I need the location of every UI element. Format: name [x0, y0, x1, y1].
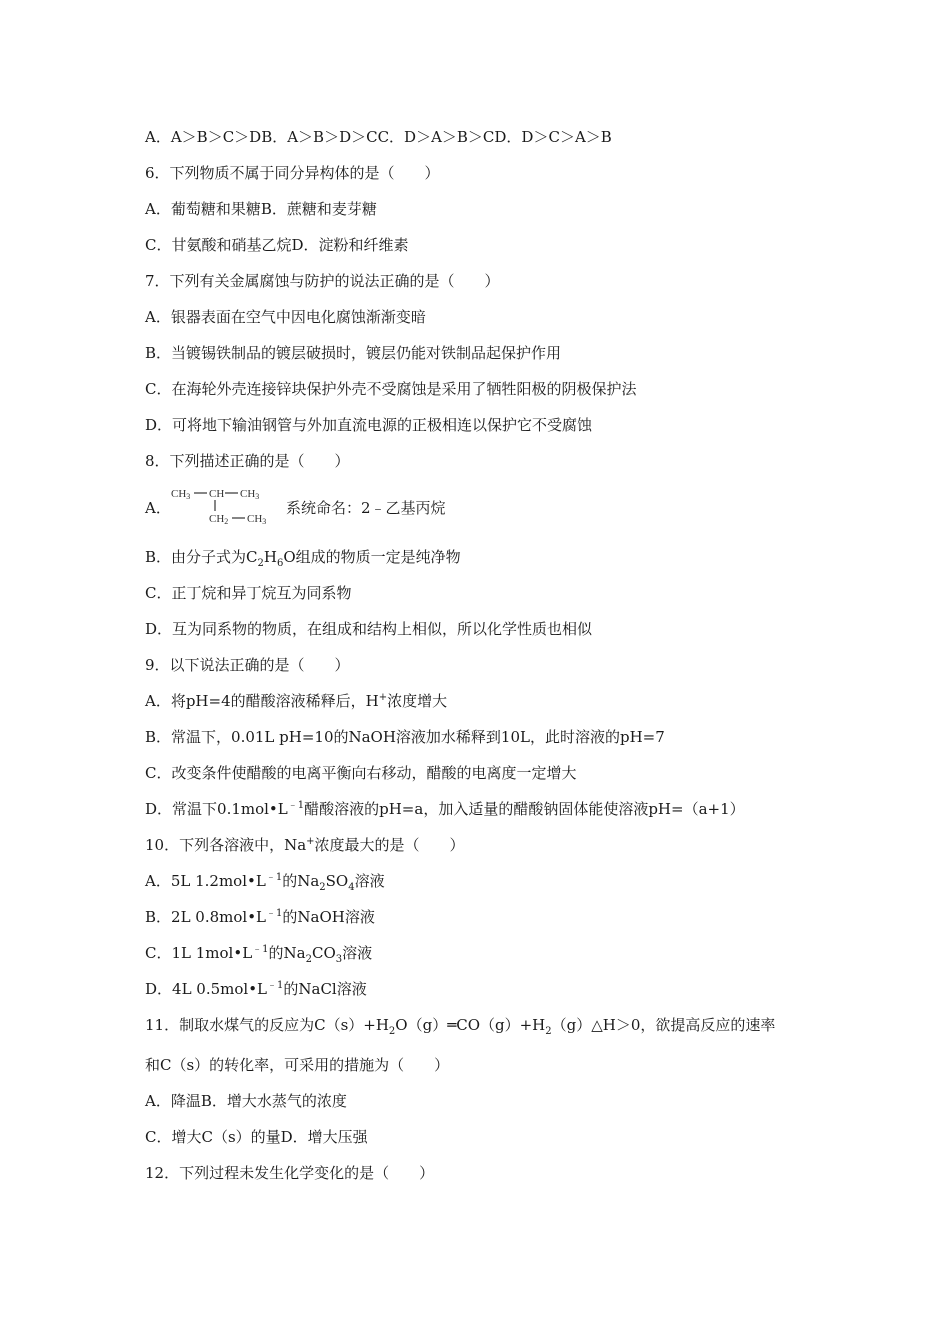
svg-text:CH3: CH3	[247, 513, 267, 526]
structural-formula	[167, 482, 282, 530]
q8-option-b: B．由分子式为$C_2H_6O$组成的物质一定是纯净物	[145, 548, 461, 569]
group-c1: CH	[171, 488, 187, 500]
q7-option-a: A．银器表面在空气中因电化腐蚀渐渐变暗	[145, 308, 426, 326]
svg-text:CH2: CH2	[209, 513, 229, 526]
q10-option-c: C．1L $1mol•L^{﹣1}$的$Na_2CO_3$溶液	[145, 944, 373, 965]
q7-option-b: B．当镀锡铁制品的镀层破损时，镀层仍能对铁制品起保护作用	[145, 344, 562, 362]
q6-options-ab: A．葡萄糖和果糖B．蔗糖和麦芽糖	[145, 200, 377, 218]
q11-options-ab: A．降温B．增大水蒸气的浓度	[145, 1092, 347, 1110]
q8-option-a-label: A．	[145, 499, 171, 517]
svg-text:CH3: CH3	[240, 488, 260, 501]
q8-option-a-name: 系统命名：2﹣乙基丙烷	[286, 499, 446, 517]
q9-option-a: A．将pH=4的醋酸溶液稀释后，H+浓度增大	[145, 692, 448, 710]
q7-option-d: D．可将地下输油钢管与外加直流电源的正极相连以保护它不受腐蚀	[145, 416, 593, 434]
q10-stem: 10．下列各溶液中，Na+浓度最大的是（ ）	[145, 836, 465, 854]
group-c4: CH	[209, 513, 225, 525]
q11-stem: 11．制取水煤气的反应为$C(s)+H_2O(g)═CO(g)+H_2(g)\triangle H>0$，欲提高反应的速率	[145, 1016, 776, 1037]
q10-option-b: B．2L $0.8mol•L^{﹣1}$的NaOH溶液	[145, 908, 375, 926]
q7-option-c: C．在海轮外壳连接锌块保护外壳不受腐蚀是采用了牺牲阳极的阴极保护法	[145, 380, 637, 398]
q9-stem: 9．以下说法正确的是（ ）	[145, 656, 350, 674]
q9-option-c: C．改变条件使醋酸的电离平衡向右移动，醋酸的电离度一定增大	[145, 764, 577, 782]
q8-stem: 8．下列描述正确的是（ ）	[145, 452, 350, 470]
q8-option-a	[145, 482, 625, 530]
q11-stem-cont: 和C（s）的转化率，可采用的措施为（ ）	[145, 1056, 450, 1074]
q7-stem: 7．下列有关金属腐蚀与防护的说法正确的是（ ）	[145, 272, 500, 290]
q9-option-b: B．常温下，0.01L pH=10的NaOH溶液加水稀释到10L，此时溶液的pH=7	[145, 728, 665, 746]
q12-stem: 12．下列过程未发生化学变化的是（ ）	[145, 1164, 435, 1182]
group-c3: CH	[240, 488, 256, 500]
q10-option-d: D．4L $0.5mol•L^{﹣1}$的NaCl溶液	[145, 980, 367, 998]
q9-option-d: D．常温下$0.1mol•L^{﹣1}$醋酸溶液的pH=a，加入适量的醋酸钠固体能使溶液pH=（a+1）	[145, 800, 745, 818]
group-ch: CH	[209, 488, 225, 500]
q6-stem: 6．下列物质不属于同分异构体的是（ ）	[145, 164, 440, 182]
q11-options-cd: C．增大C（s）的量D．增大压强	[145, 1128, 368, 1146]
q10-option-a: A．5L $1.2mol•L^{﹣1}$的$Na_2SO_4$溶液	[145, 872, 385, 893]
q8-option-c: C．正丁烷和异丁烷互为同系物	[145, 584, 352, 602]
group-c5: CH	[247, 513, 263, 525]
svg-text:CH3: CH3	[171, 488, 191, 501]
q8-option-d: D．互为同系物的物质，在组成和结构上相似，所以化学性质也相似	[145, 620, 593, 638]
q6-options-cd: C．甘氨酸和硝基乙烷D．淀粉和纤维素	[145, 236, 409, 254]
q5-options: A．A＞B＞C＞DB．A＞B＞D＞CC．D＞A＞B＞CD．D＞C＞A＞B	[145, 128, 612, 146]
